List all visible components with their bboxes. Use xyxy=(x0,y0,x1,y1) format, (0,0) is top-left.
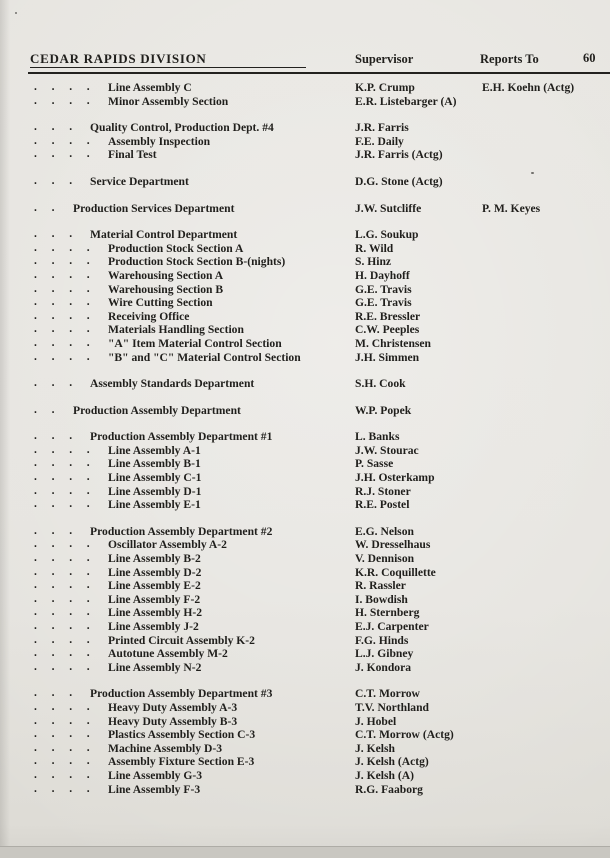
org-group xyxy=(0,175,610,189)
table-row xyxy=(0,242,610,256)
hierarchy-leader-dots: . . . . xyxy=(34,456,90,470)
supervisor-name: M. Christensen xyxy=(355,336,431,350)
org-unit-title: Final Test xyxy=(108,148,157,162)
table-row xyxy=(0,485,610,499)
table-row xyxy=(0,634,610,648)
table-row xyxy=(0,337,610,351)
supervisor-name: L.G. Soukup xyxy=(355,228,419,242)
table-row xyxy=(0,81,610,95)
table-row xyxy=(0,296,610,310)
org-unit-title: Line Assembly H-2 xyxy=(108,606,203,620)
org-unit-title: Production Services Department xyxy=(73,201,235,215)
hierarchy-leader-dots: . . . . xyxy=(34,335,90,349)
hierarchy-leader-dots: . . . . xyxy=(34,713,90,727)
page-number: 60 xyxy=(583,51,596,65)
org-group xyxy=(0,525,610,675)
supervisor-name: L. Banks xyxy=(355,430,400,444)
org-group xyxy=(0,687,610,796)
supervisor-name: W. Dresselhaus xyxy=(355,538,431,552)
org-unit-title: Receiving Office xyxy=(108,309,190,323)
table-row xyxy=(0,471,610,485)
org-unit-title: Line Assembly B-2 xyxy=(108,552,201,566)
hierarchy-leader-dots: . . xyxy=(34,200,55,214)
table-row xyxy=(0,444,610,458)
supervisor-name: E.G. Nelson xyxy=(355,524,414,538)
table-row xyxy=(0,525,610,539)
hierarchy-leader-dots: . . . . xyxy=(34,564,90,578)
reports-to-name: E.H. Koehn (Actg) xyxy=(482,81,575,94)
supervisor-name: T.V. Northland xyxy=(355,700,429,714)
table-row xyxy=(0,701,610,715)
hierarchy-leader-dots: . . . . xyxy=(34,133,90,147)
table-row xyxy=(0,538,610,552)
table-row xyxy=(0,728,610,742)
org-unit-title: Line Assembly N-2 xyxy=(108,660,202,674)
supervisor-name: J. Kelsh (Actg) xyxy=(355,755,429,769)
org-unit-title: Materials Handling Section xyxy=(108,323,244,337)
table-row xyxy=(0,351,610,365)
supervisor-name: G.E. Travis xyxy=(355,296,412,310)
hierarchy-leader-dots: . . . . xyxy=(34,727,90,741)
table-row xyxy=(0,135,610,149)
table-row xyxy=(0,228,610,242)
hierarchy-leader-dots: . . . . xyxy=(34,281,90,295)
supervisor-name: H. Dayhoff xyxy=(355,268,410,282)
supervisor-name: F.E. Daily xyxy=(355,134,404,148)
org-group xyxy=(0,228,610,364)
org-unit-title: Line Assembly E-2 xyxy=(108,579,201,593)
table-row xyxy=(0,769,610,783)
supervisor-name: F.G. Hinds xyxy=(355,633,409,647)
supervisor-name: L.J. Gibney xyxy=(355,647,414,661)
table-row xyxy=(0,148,610,162)
org-unit-title: Line Assembly A-1 xyxy=(108,443,201,457)
column-header-supervisor: Supervisor xyxy=(355,52,414,66)
hierarchy-leader-dots: . . . . xyxy=(34,605,90,619)
hierarchy-leader-dots: . . . . xyxy=(34,295,90,309)
org-unit-title: Line Assembly D-1 xyxy=(108,484,202,498)
hierarchy-leader-dots: . . . . xyxy=(34,781,90,795)
org-group xyxy=(0,404,610,418)
table-row xyxy=(0,620,610,634)
supervisor-name: R.E. Bressler xyxy=(355,309,421,323)
org-unit-title: Production Assembly Department xyxy=(73,403,241,417)
hierarchy-leader-dots: . . . . xyxy=(34,551,90,565)
column-header-reports-to: Reports To xyxy=(480,52,539,66)
table-row xyxy=(0,647,610,661)
scan-bottom-band xyxy=(0,846,610,858)
supervisor-name: J.W. Sutcliffe xyxy=(355,201,422,215)
org-unit-title: Material Control Department xyxy=(90,228,238,242)
supervisor-name: R.J. Stoner xyxy=(355,484,411,498)
hierarchy-leader-dots: . . . . xyxy=(34,349,90,363)
table-row xyxy=(0,579,610,593)
supervisor-name: J.R. Farris (Actg) xyxy=(355,148,443,162)
table-row xyxy=(0,255,610,269)
hierarchy-leader-dots: . . . . xyxy=(34,267,90,281)
hierarchy-leader-dots: . . . . xyxy=(34,483,90,497)
org-unit-title: Assembly Fixture Section E-3 xyxy=(108,755,255,769)
supervisor-name: J.H. Simmen xyxy=(355,350,420,364)
org-unit-title: Machine Assembly D-3 xyxy=(108,741,223,755)
hierarchy-leader-dots: . . . xyxy=(34,686,73,700)
table-row xyxy=(0,606,610,620)
table-row xyxy=(0,310,610,324)
supervisor-name: J.R. Farris xyxy=(355,121,409,135)
org-unit-title: Plastics Assembly Section C-3 xyxy=(108,728,256,742)
org-unit-title: Minor Assembly Section xyxy=(108,94,229,108)
org-unit-title: Warehousing Section A xyxy=(108,268,224,282)
org-unit-title: Wire Cutting Section xyxy=(108,296,213,310)
org-unit-title: Line Assembly G-3 xyxy=(108,768,203,782)
table-row xyxy=(0,498,610,512)
org-unit-title: Production Stock Section B-(nights) xyxy=(108,255,286,269)
org-group xyxy=(0,202,610,216)
table-row xyxy=(0,377,610,391)
org-unit-title: Line Assembly C-1 xyxy=(108,471,202,485)
hierarchy-leader-dots: . . . . xyxy=(34,442,90,456)
table-row xyxy=(0,783,610,797)
supervisor-name: R.E. Postel xyxy=(355,498,410,512)
hierarchy-leader-dots: . . . xyxy=(34,227,73,241)
org-unit-title: Production Assembly Department #1 xyxy=(90,430,273,444)
hierarchy-leader-dots: . . . . xyxy=(34,619,90,632)
table-row xyxy=(0,269,610,283)
hierarchy-leader-dots: . . . . xyxy=(34,308,90,322)
org-unit-title: Heavy Duty Assembly B-3 xyxy=(108,714,238,728)
org-group xyxy=(0,121,610,162)
org-unit-title: Assembly Inspection xyxy=(108,134,211,148)
supervisor-name: P. Sasse xyxy=(355,457,394,471)
supervisor-name: J. Hobel xyxy=(355,714,397,728)
hierarchy-leader-dots: . . . . xyxy=(34,322,90,336)
table-row xyxy=(0,457,610,471)
table-row xyxy=(0,175,610,189)
supervisor-name: C.T. Morrow (Actg) xyxy=(355,728,454,742)
supervisor-name: J. Kelsh xyxy=(355,741,395,755)
org-unit-title: Line Assembly F-3 xyxy=(108,782,201,796)
hierarchy-leader-dots: . . . . xyxy=(34,659,90,673)
table-row xyxy=(0,323,610,337)
supervisor-name: H. Sternberg xyxy=(355,606,420,620)
table-row xyxy=(0,430,610,444)
hierarchy-leader-dots: . . . xyxy=(34,429,73,443)
table-row xyxy=(0,404,610,418)
title-underline xyxy=(30,67,306,68)
table-row xyxy=(0,661,610,675)
hierarchy-leader-dots: . . . . xyxy=(34,767,90,781)
org-unit-title: Production Assembly Department #3 xyxy=(90,687,273,701)
table-row xyxy=(0,715,610,729)
supervisor-name: G.E. Travis xyxy=(355,282,412,296)
supervisor-name: K.R. Coquillette xyxy=(355,565,436,579)
hierarchy-leader-dots: . . . xyxy=(34,376,73,390)
org-unit-title: Service Department xyxy=(90,174,189,188)
org-unit-title: Oscillator Assembly A-2 xyxy=(108,538,227,552)
hierarchy-leader-dots: . . . xyxy=(34,120,73,134)
org-unit-title: Line Assembly E-1 xyxy=(108,498,201,512)
org-unit-title: Quality Control, Production Dept. #4 xyxy=(90,121,274,135)
supervisor-name: I. Bowdish xyxy=(355,592,408,606)
supervisor-name: R.G. Faaborg xyxy=(355,782,423,796)
reports-to-name: P. M. Keyes xyxy=(482,201,541,215)
supervisor-name: K.P. Crump xyxy=(355,81,415,94)
supervisor-name: J.H. Osterkamp xyxy=(355,471,435,485)
org-group xyxy=(0,81,610,108)
org-unit-title: Assembly Standards Department xyxy=(90,377,255,391)
supervisor-name: V. Dennison xyxy=(355,552,415,566)
hierarchy-leader-dots: . . . . xyxy=(34,740,90,754)
table-row xyxy=(0,95,610,109)
org-unit-title: "B" and "C" Material Control Section xyxy=(108,350,301,364)
hierarchy-leader-dots: . . . xyxy=(34,173,73,187)
hierarchy-leader-dots: . . . . xyxy=(34,591,90,605)
table-row xyxy=(0,121,610,135)
supervisor-name: W.P. Popek xyxy=(355,403,412,417)
table-row xyxy=(0,202,610,216)
supervisor-name: S.H. Cook xyxy=(355,377,406,391)
hierarchy-leader-dots: . . . . xyxy=(34,240,90,254)
table-row xyxy=(0,566,610,580)
org-unit-title: Line Assembly C xyxy=(108,81,192,94)
supervisor-name: D.G. Stone (Actg) xyxy=(355,174,443,188)
org-group xyxy=(0,377,610,391)
hierarchy-leader-dots: . . . . xyxy=(34,537,90,551)
table-row xyxy=(0,755,610,769)
table-row xyxy=(0,742,610,756)
org-unit-title: Line Assembly F-2 xyxy=(108,592,201,606)
table-row xyxy=(0,552,610,566)
supervisor-name: J.W. Stourac xyxy=(355,443,419,457)
org-unit-title: Production Assembly Department #2 xyxy=(90,524,273,538)
org-unit-title: "A" Item Material Control Section xyxy=(108,336,282,350)
hierarchy-leader-dots: . . xyxy=(34,402,55,416)
header-rule xyxy=(28,72,610,74)
supervisor-name: R. Rassler xyxy=(355,579,406,593)
hierarchy-leader-dots: . . . . xyxy=(34,646,90,660)
hierarchy-leader-dots: . . . . xyxy=(34,80,90,93)
org-unit-title: Line Assembly J-2 xyxy=(108,620,199,633)
table-row xyxy=(0,593,610,607)
hierarchy-leader-dots: . . . . xyxy=(34,632,90,646)
supervisor-name: J. Kelsh (A) xyxy=(355,768,414,782)
org-unit-title: Heavy Duty Assembly A-3 xyxy=(108,700,238,714)
hierarchy-leader-dots: . . . . xyxy=(34,754,90,768)
supervisor-name: C.T. Morrow xyxy=(355,687,420,701)
supervisor-name: S. Hinz xyxy=(355,255,392,269)
hierarchy-leader-dots: . . . . xyxy=(34,699,90,713)
org-unit-title: Production Stock Section A xyxy=(108,241,244,255)
page-title: CEDAR RAPIDS DIVISION xyxy=(30,51,207,66)
org-unit-title: Warehousing Section B xyxy=(108,282,224,296)
hierarchy-leader-dots: . . . . xyxy=(34,147,90,161)
supervisor-name: C.W. Peeples xyxy=(355,323,420,337)
hierarchy-leader-dots: . . . . xyxy=(34,254,90,268)
hierarchy-leader-dots: . . . . xyxy=(34,470,90,484)
org-unit-title: Printed Circuit Assembly K-2 xyxy=(108,633,255,647)
org-unit-title: Line Assembly B-1 xyxy=(108,457,201,471)
supervisor-name: E.J. Carpenter xyxy=(355,620,429,633)
supervisor-name: R. Wild xyxy=(355,241,394,255)
table-row xyxy=(0,283,610,297)
org-group xyxy=(0,430,610,512)
hierarchy-leader-dots: . . . xyxy=(34,523,73,537)
supervisor-name: E.R. Listebarger (A) xyxy=(355,94,457,108)
table-row xyxy=(0,687,610,701)
org-unit-title: Line Assembly D-2 xyxy=(108,565,202,579)
hierarchy-leader-dots: . . . . xyxy=(34,93,90,107)
org-table-body xyxy=(0,81,610,809)
scan-speck xyxy=(15,12,17,14)
supervisor-name: J. Kondora xyxy=(355,660,412,674)
org-unit-title: Autotune Assembly M-2 xyxy=(108,647,228,661)
hierarchy-leader-dots: . . . . xyxy=(34,578,90,592)
hierarchy-leader-dots: . . . . xyxy=(34,497,90,511)
